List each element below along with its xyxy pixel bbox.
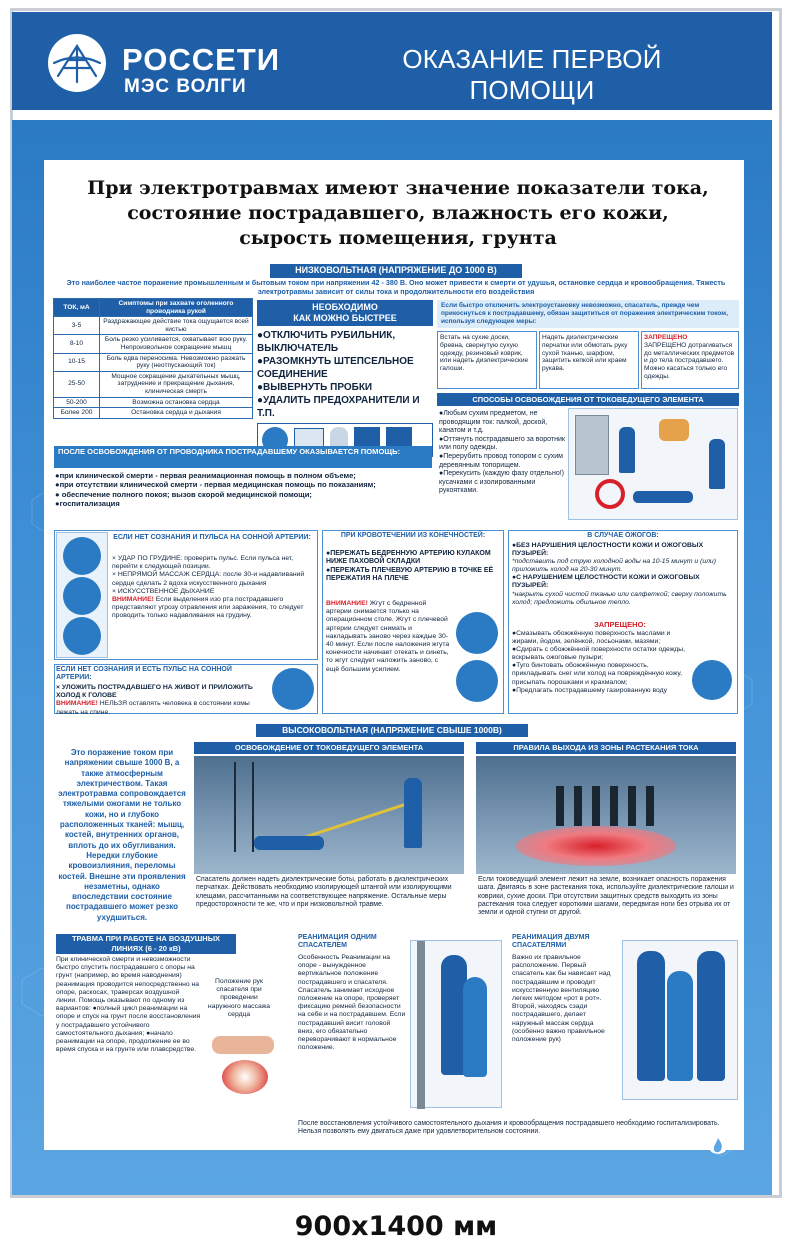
- exit-zone-bar: ПРАВИЛА ВЫХОДА ИЗ ЗОНЫ РАСТЕКАНИЯ ТОКА: [476, 742, 736, 754]
- table-row: [54, 371, 253, 397]
- table-cell: 50-200: [54, 397, 100, 408]
- table-cell: 8-10: [54, 335, 100, 353]
- list-item: × УДАР ПО ГРУДИНЕ: проверить пульс. Если пульса нет, перейти к следующей позиции.: [112, 555, 294, 571]
- table-row: [54, 408, 253, 419]
- poster-header: [12, 12, 772, 110]
- attention-text: НЕЛЬЗЯ оставлять человека в состоянии комы лежать на спине.: [56, 700, 250, 716]
- heart-target-icon: [222, 1060, 268, 1094]
- table-cell: Боль едва переносима. Невозможно разжать руку (неотпускающий ток): [100, 353, 253, 371]
- rescuer-figure-icon: [697, 951, 725, 1081]
- list-item: ●Туго бинтовать обожжённую поверхность, прикладывать снег или холод на повреждённую кожу, присыпать порошками и крахмалом;: [512, 662, 682, 686]
- switchboard-icon: [575, 415, 609, 475]
- list-item: ●Сдирать с обожжённой поверхности остатки одежды, вскрывать ожоговые пузыри;: [512, 646, 686, 662]
- prohibited-icon: [595, 479, 625, 509]
- exit-zone-illustration: [476, 756, 736, 874]
- burns-heading: В СЛУЧАЕ ОЖОГОВ:: [587, 532, 659, 539]
- artificial-breathing-icon: [63, 617, 101, 655]
- people-silhouettes-icon: [556, 786, 656, 826]
- brand-subtitle: МЭС ВОЛГИ: [124, 76, 247, 97]
- burns-list: [512, 542, 734, 607]
- forbidden-text: ЗАПРЕЩЕНО дотрагиваться до металлических предметов и до тела пострадавшего. Можно касаться только его одежды.: [644, 341, 735, 380]
- list-item: ●Смазывать обожжённую поверхность маслами и жирами, йодом, зелёнкой, лосьонами, мазями;: [512, 630, 671, 646]
- table-row: [54, 317, 253, 335]
- chest-strike-icon: [63, 537, 101, 575]
- heart-massage-icon: [63, 577, 101, 615]
- main-title: [44, 176, 752, 251]
- rescuer-figure-icon: [619, 427, 635, 473]
- one-rescuer-text: Особенность Реанимации на опоре - вынужденное вертикальное положение пострадавшего и спасателя. Спасатель занимает исходное положение на опоре, проверяет фиксацию ремней безопасности на себе и на пострадавшем. Если пострадавший висит головой вниз, его обязательно переворачивают в нормальное положение.: [298, 954, 406, 1052]
- list-item: ●госпитализация: [55, 499, 120, 509]
- final-note: После восстановления устойчивого самостоятельного дыхания и кровообращения пострадавшего необходимо госпитализировать. Нельзя позволять ему двигаться даже при удовлетворительном состоянии.: [298, 1120, 720, 1136]
- pole-icon: [417, 941, 425, 1109]
- list-item: ●при отсутствии клинической смерти - первая медицинская помощь по показаниям;: [55, 480, 376, 490]
- high-voltage-intro: Это поражение током при напряжении свыше 1000 В, а также атмосферным электричеством. Такая электротравма сопровождается тяжелыми ожогами не только кожи, но и глубоко расположенных тканей: мышц, костей, внутренних органов, вплоть до их обугливания. Нередки глубокие кровоизлияния, переломы костей. Внешне эти проявления незаметны, однако впоследствии состояние пострадавшего может резко ухудшиться.: [58, 748, 186, 922]
- low-voltage-intro: Это наиболее частое поражение промышленным и бытовым током при напряжении 42 - 380 В. Оно может привести к смерти от удушья, остановке сердца и кровообращения. Тяжесть электротравмы зависит от силы тока и продолжительности его воздействия: [66, 278, 726, 296]
- two-rescuers-text: Важно их правильное расположение. Первый спасатель как бы нависает над пострадавшим и проводит искусственную вентиляцию легких методом «рот в рот». Второй, находясь сзади пострадавшего, делает наружный массаж сердца (особенно важно правильное положение рук): [512, 954, 611, 1044]
- current-table: [53, 298, 253, 419]
- glove-icon: [659, 419, 689, 441]
- hands-position-illustration: [204, 1030, 284, 1100]
- victim-figure-icon: [633, 491, 693, 503]
- pulse-list: [56, 684, 268, 717]
- list-item: ●Перерубить провод топором с сухим деревянным топорищем.: [439, 452, 563, 469]
- attention-text: Если выделения изо рта пострадавшего представляют угрозу отравления или заражения, то следует проводить только надавливания на грудину.: [112, 596, 304, 620]
- table-row: [54, 353, 253, 371]
- burn-cooling-icon: [692, 660, 732, 700]
- list-item: ●РАЗОМКНУТЬ ШТЕПСЕЛЬНОЕ СОЕДИНЕНИЕ: [257, 356, 414, 380]
- brand-name: РОССЕТИ: [122, 42, 281, 77]
- measure-forbidden: [641, 331, 739, 389]
- main-title-line2: состояние пострадавшего, влажность его кожи,: [127, 202, 669, 224]
- list-item: ●Любым сухим предметом, не проводящим ток: палкой, доской, канатом и т.д.: [439, 410, 548, 435]
- hands-caption: Положение рук спасателя при проведении наружного массажа сердца: [207, 978, 271, 1018]
- list-item: ●ВЫВЕРНУТЬ ПРОБКИ: [257, 382, 373, 393]
- measure-stand-dry: Встать на сухие доски, бревна, свернутую сухую одежду, резиновый коврик, или надеть диэлектрические галоши.: [437, 331, 537, 389]
- tourniquet-leg-icon: [456, 612, 498, 654]
- burns-forbidden-list: [512, 630, 688, 695]
- bleeding-heading: ПРИ КРОВОТЕЧЕНИИ ИЗ КОНЕЧНОСТЕЙ:: [340, 532, 486, 539]
- release-methods-bar: СПОСОБЫ ОСВОБОЖДЕНИЯ ОТ ТОКОВЕДУЩЕГО ЭЛЕМЕНТА: [437, 393, 739, 406]
- cpr-illustrations: [56, 532, 108, 658]
- table-cell: Более 200: [54, 408, 100, 419]
- flame-logo-icon: [700, 1124, 736, 1160]
- main-title-line3: сырость помещения, грунта: [239, 227, 557, 249]
- list-item: ●ПЕРЕЖАТЬ ПЛЕЧЕВУЮ АРТЕРИЮ В ТОЧКЕ ЕЁ ПЕРЕЖАТИЯ НА ПЛЕЧЕ: [326, 566, 494, 583]
- table-header-cell: Симптомы при захвате оголенного проводника рукой: [100, 299, 253, 317]
- attention-label: ВНИМАНИЕ!: [112, 596, 154, 604]
- recovery-position-icon: [272, 668, 314, 710]
- list-item: ●Оттянуть пострадавшего за воротник или полу одежды.: [439, 435, 565, 452]
- list-item: × УЛОЖИТЬ ПОСТРАДАВШЕГО НА ЖИВОТ И ПРИЛОЖИТЬ ХОЛОД К ГОЛОВЕ: [56, 684, 253, 700]
- urgent-actions-box: [257, 300, 433, 457]
- urgent-heading-line1: НЕОБХОДИМО: [312, 302, 378, 312]
- list-item: *накрыть сухой чистой тканью или салфеткой; сверху положить холод; предложить обильное тепло.: [512, 590, 727, 606]
- table-cell: 10-15: [54, 353, 100, 371]
- urgent-heading-line2: КАК МОЖНО БЫСТРЕЕ: [293, 313, 397, 323]
- pulse-heading: ЕСЛИ НЕТ СОЗНАНИЯ И ЕСТЬ ПУЛЬС НА СОННОЙ АРТЕРИИ:: [56, 666, 232, 682]
- insulating-rod-icon: [306, 801, 412, 838]
- urgent-actions-heading: [257, 300, 433, 326]
- main-title-line1: При электротравмах имеют значение показатели тока,: [87, 177, 709, 199]
- rescuer-figure-icon: [637, 951, 665, 1081]
- warning-text: [56, 700, 268, 716]
- low-voltage-bar: НИЗКОВОЛЬТНАЯ (НАПРЯЖЕНИЕ ДО 1000 В): [270, 264, 522, 278]
- one-rescuer-heading: РЕАНИМАЦИЯ ОДНИМ СПАСАТЕЛЕМ: [298, 934, 377, 950]
- high-voltage-bar: ВЫСОКОВОЛЬТНАЯ (НАПРЯЖЕНИЕ СВЫШЕ 1000В): [256, 724, 528, 737]
- list-item: ●при клинической смерти - первая реанимационная помощь в полном объеме;: [55, 471, 356, 480]
- table-cell: Остановка сердца и дыхания: [100, 408, 253, 419]
- bleeding-warning: [326, 600, 452, 674]
- forbidden-label: ЗАПРЕЩЕНО: [644, 334, 688, 341]
- victim-figure-icon: [463, 977, 487, 1077]
- table-cell: Раздражающее действие тока ощущается всей кистью: [100, 317, 253, 335]
- list-item: ●Перекусить (каждую фазу отдельно!) кусачками с изолированными рукоятками.: [439, 470, 564, 495]
- release-scene-illustration: [194, 756, 464, 874]
- attention-text: Жгут с бедренной артерии снимается только на операционном столе. Жгут с плечевой артерии следует снимать и накладывать заново через каждые 30-40 минут. Если после наложения жгута конечности начинает отекать и синеть, то жгут следует наложить заново, с ещё большим усилием.: [326, 600, 450, 673]
- no-pulse-list: [112, 555, 314, 621]
- warning-text: [112, 596, 314, 621]
- overhead-lines-bar: ТРАВМА ПРИ РАБОТЕ НА ВОЗДУШНЫХ ЛИНИЯХ (6 - 20 кВ): [56, 934, 236, 954]
- list-item: ●Предлагать пострадавшему газированную воду: [512, 686, 668, 694]
- table-cell: 3-5: [54, 317, 100, 335]
- list-item: ●ПЕРЕЖАТЬ БЕДРЕННУЮ АРТЕРИЮ КУЛАКОМ НИЖЕ ПАХОВОЙ СКЛАДКИ: [326, 550, 491, 566]
- two-rescuers-heading: РЕАНИМАЦИЯ ДВУМЯ СПАСАТЕЛЯМИ: [512, 934, 590, 950]
- poster-size-label: 900x1400 мм: [294, 1211, 498, 1242]
- power-tower-icon: [234, 762, 254, 852]
- list-item: ●ОТКЛЮЧИТЬ РУБИЛЬНИК, ВЫКЛЮЧАТЕЛЬ: [257, 330, 396, 354]
- after-release-bar: ПОСЛЕ ОСВОБОЖДЕНИЯ ОТ ПРОВОДНИКА ПОСТРАДАВШЕМУ ОКАЗЫВАЕТСЯ ПОМОЩЬ:: [54, 446, 432, 468]
- table-cell: Возможна остановка сердца: [100, 397, 253, 408]
- table-cell: Боль резко усиливается, охватывает всю руку. Непроизвольное сокращение мышц: [100, 335, 253, 353]
- victim-figure-icon: [254, 836, 324, 850]
- release-illustration: [568, 408, 738, 520]
- release-bar: ОСВОБОЖДЕНИЕ ОТ ТОКОВЕДУЩЕГО ЭЛЕМЕНТА: [194, 742, 464, 754]
- after-release-list: [55, 471, 431, 509]
- list-item: ● обеспечение полного покоя; вызов скорой медицинской помощи;: [55, 489, 312, 499]
- table-header-row: [54, 299, 253, 317]
- list-item: ●БЕЗ НАРУШЕНИЯ ЦЕЛОСТНОСТИ КОЖИ И ОЖОГОВЫХ ПУЗЫРЕЙ:: [512, 542, 704, 558]
- release-text: Спасатель должен надеть диэлектрические боты, работать в диэлектрических перчатках. Действовать необходимо изолирующей штангой или изолирующими клещами, рассчитанными на соответствующее напряжение. Остальные меры предосторожности те же, что и при низковольтной травме.: [196, 876, 452, 908]
- table-cell: Мощное сокращение дыхательных мышц, затруднение и прекращение дыхания, клиническая смерть: [100, 371, 253, 397]
- quick-note: Если быстро отключить электроустановку невозможно, спасатель, прежде чем прикоснуться к пострадавшему, обязан защититься от поражения электрическим током, используя следующие меры:: [437, 300, 739, 328]
- list-item: × ИСКУССТВЕННОЕ ДЫХАНИЕ: [112, 587, 215, 595]
- list-item: *подставить под струю холодной воды на 10-15 минут и (или) приложить холод на 20-30 минут.: [512, 558, 716, 574]
- victim-figure-icon: [667, 971, 693, 1081]
- current-spread-zone-icon: [516, 826, 676, 866]
- rescuer-figure-icon: [709, 439, 725, 489]
- list-item: × НЕПРЯМОЙ МАССАЖ СЕРДЦА: после 30-и надавливаний сердце сделать 2 вдоха искусственного дыхания: [112, 571, 305, 587]
- table-cell: 25-50: [54, 371, 100, 397]
- hands-icon: [212, 1036, 274, 1054]
- no-pulse-heading: ЕСЛИ НЕТ СОЗНАНИЯ И ПУЛЬСА НА СОННОЙ АРТЕРИИ:: [113, 534, 311, 541]
- table-header-cell: ТОК, мА: [54, 299, 100, 317]
- urgent-actions-list: [257, 326, 433, 420]
- attention-label: ВНИМАНИЕ!: [56, 700, 98, 708]
- attention-label: ВНИМАНИЕ!: [326, 600, 368, 607]
- burns-forbidden-label: ЗАПРЕЩЕНО:: [594, 620, 646, 629]
- list-item: ●УДАЛИТЬ ПРЕДОХРАНИТЕЛИ И Т.П.: [257, 395, 420, 419]
- exit-zone-text: Если токоведущий элемент лежит на земле, возникает опасность поражения шага. Двигаясь в зоне растекания тока, используйте диэлектрические галоши и коврики, сухие доски. При отсутствии защитных средств выходить из зоны растекания тока следует короткими шагами, передвигая ноги без отрыва их от земли и одной ступни от другой.: [478, 876, 734, 917]
- table-row: [54, 397, 253, 408]
- one-rescuer-illustration: [410, 940, 502, 1108]
- bleeding-list: [326, 550, 500, 584]
- overhead-lines-text: При клинической смерти и невозможности быстро спустить пострадавшего с опоры на грунт (например, во время наводнения) реанимация проводится непосредственно на опоре, раскосах, траверсах воздушной линии. Помощь оказывают по одному из вариантов: ●полный цикл реанимации на опоре и спуск на грунт после восстановления у пострадавшего устойчивого самостоятельного дыхания; ●начало реанимации на опоре, продолжение ее во время спуска и на грунте или плавсредстве.: [56, 956, 201, 1054]
- measure-gloves: Надеть диэлектрические перчатки или обмотать руку сухой тканью, шарфом, защитить кепкой или краем рукава.: [539, 331, 639, 389]
- two-rescuers-illustration: [622, 940, 738, 1100]
- rosseti-logo-icon: [46, 32, 108, 94]
- list-item: ●С НАРУШЕНИЕМ ЦЕЛОСТНОСТИ КОЖИ И ОЖОГОВЫХ ПУЗЫРЕЙ:: [512, 574, 700, 590]
- tourniquet-arm-icon: [456, 660, 498, 702]
- rescuer-figure-icon: [404, 778, 422, 848]
- table-row: [54, 335, 253, 353]
- page-title-line1: ОКАЗАНИЕ ПЕРВОЙ ПОМОЩИ: [402, 44, 662, 105]
- release-methods-list: [439, 410, 565, 496]
